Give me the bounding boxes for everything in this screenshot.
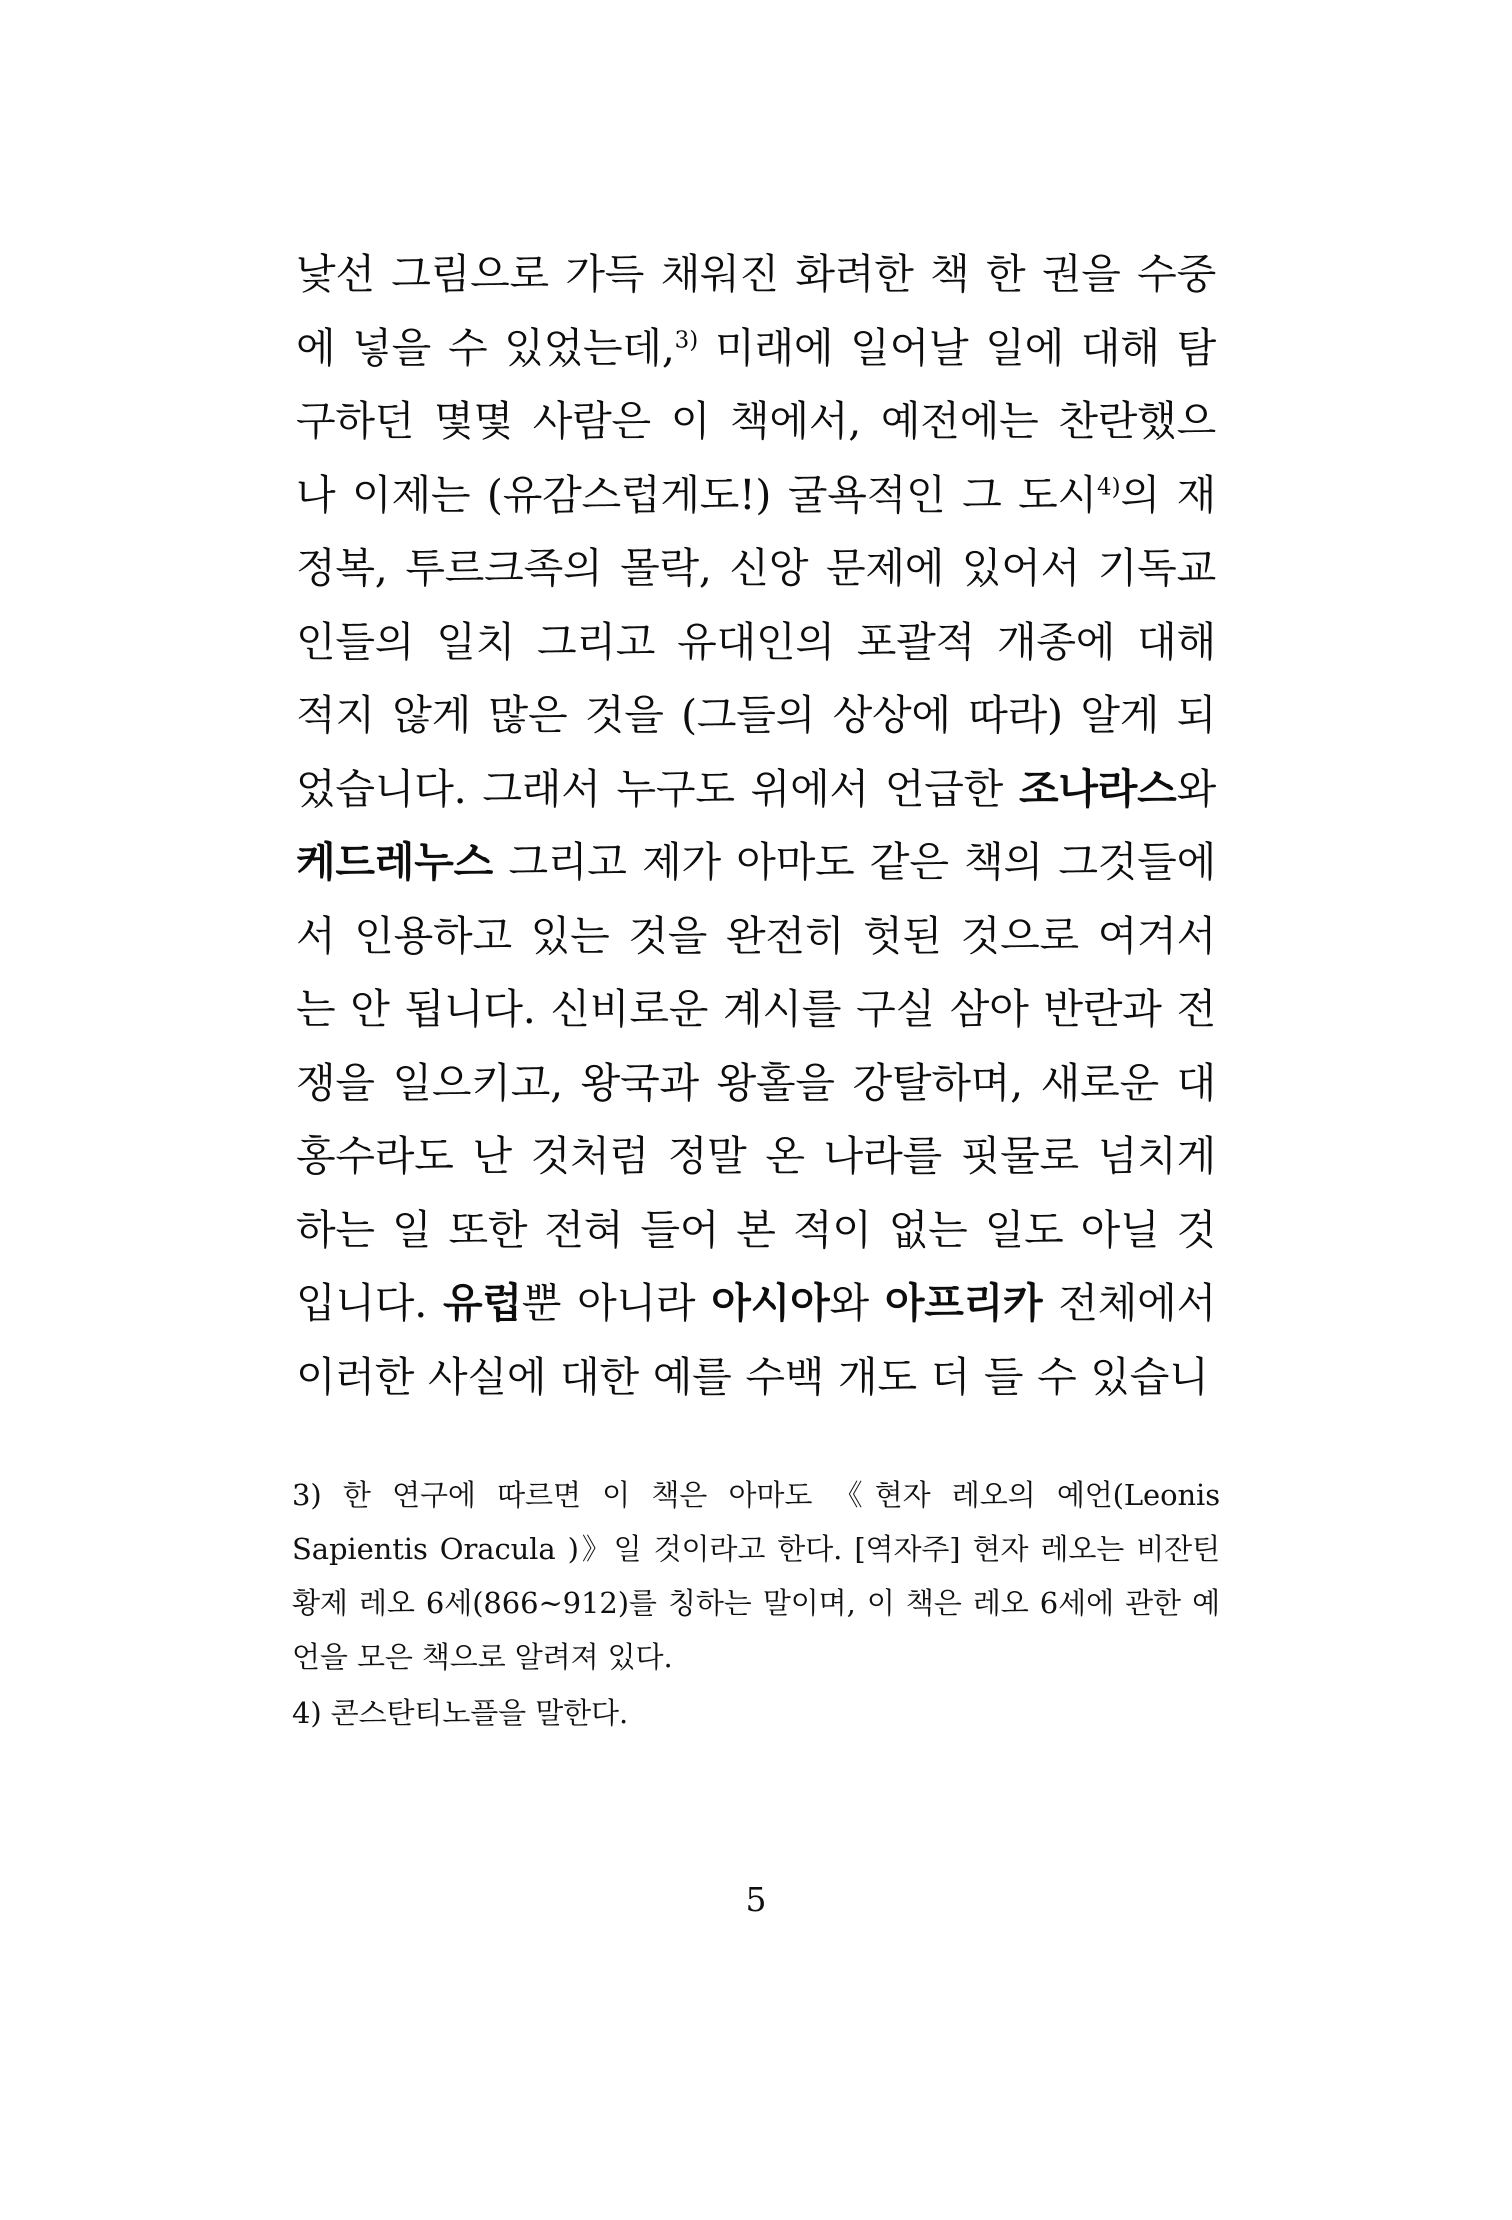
page-number: 5 (745, 1880, 767, 1919)
emphasis-term: 아시아 (711, 1279, 830, 1327)
footnote-4 (292, 1686, 1220, 1740)
latin-title: Leonis Sapientis Oracula (292, 1478, 1220, 1566)
text-run: 3) 한 연구에 따르면 이 책은 아마도 《현자 레오의 예언( (292, 1478, 1124, 1512)
footnote-marker: 4) (1096, 473, 1121, 500)
body-paragraph (296, 238, 1216, 1414)
emphasis-term: 유럽 (442, 1279, 522, 1327)
text-run: 4) 콘스탄티노플을 말한다. (292, 1696, 629, 1730)
text-run: 미래에 일어날 일에 대해 탐구하던 몇몇 사람은 이 책에서, 예전에는 찬란했으나 이제는 (유감스럽게도!) 굴욕적인 그 도시 (296, 323, 1216, 519)
footnote-block (292, 1468, 1220, 1740)
text-run: 와 (1176, 764, 1216, 813)
text-run: 의 재정복, 투르크족의 몰락, 신앙 문제에 있어서 기독교인들의 일치 그리고 유대인의 포괄적 개종에 대해 적지 않게 많은 것을 (그들의 상상에 따라) 알게 되었습니다. 그래서 누구도 위에서 언급한 (296, 470, 1216, 813)
emphasis-term: 조나라스 (1018, 764, 1177, 813)
text-run: 그리고 제가 아마도 같은 책의 그것들에서 인용하고 있는 것을 완전히 헛된 것으로 여겨서는 안 됩니다. 신비로운 계시를 구실 삼아 반란과 전쟁을 일으키고, 왕국과 왕홀을 강탈하며, 새로운 대홍수라도 난 것처럼 정말 온 나라를 핏물로 넘치게 하는 일 또한 전혀 들어 본 적이 없는 일도 아닐 것입니다. (296, 838, 1216, 1327)
text-run: )》일 것이라고 한다. [역자주] 현자 레오는 비잔틴 황제 레오 6세(866~912)를 칭하는 말이며, 이 책은 레오 6세에 관한 예언을 모은 책으로 알려져 있다. (292, 1532, 1220, 1674)
body-text-block (296, 238, 1216, 1414)
footnote-marker: 3) (674, 326, 699, 353)
footnote-3 (292, 1468, 1220, 1684)
emphasis-term: 아프리카 (884, 1279, 1043, 1327)
emphasis-term: 케드레누스 (296, 838, 494, 886)
text-run: 뿐 아니라 (521, 1279, 712, 1327)
text-run: 낯선 그림으로 가득 채워진 화려한 책 한 권을 수중에 넣을 수 있었는데, (296, 250, 1216, 372)
text-run: 전체에서 이러한 사실에 대한 예를 수백 개도 더 들 수 있습니 (296, 1279, 1216, 1401)
text-run: 와 (829, 1279, 885, 1327)
